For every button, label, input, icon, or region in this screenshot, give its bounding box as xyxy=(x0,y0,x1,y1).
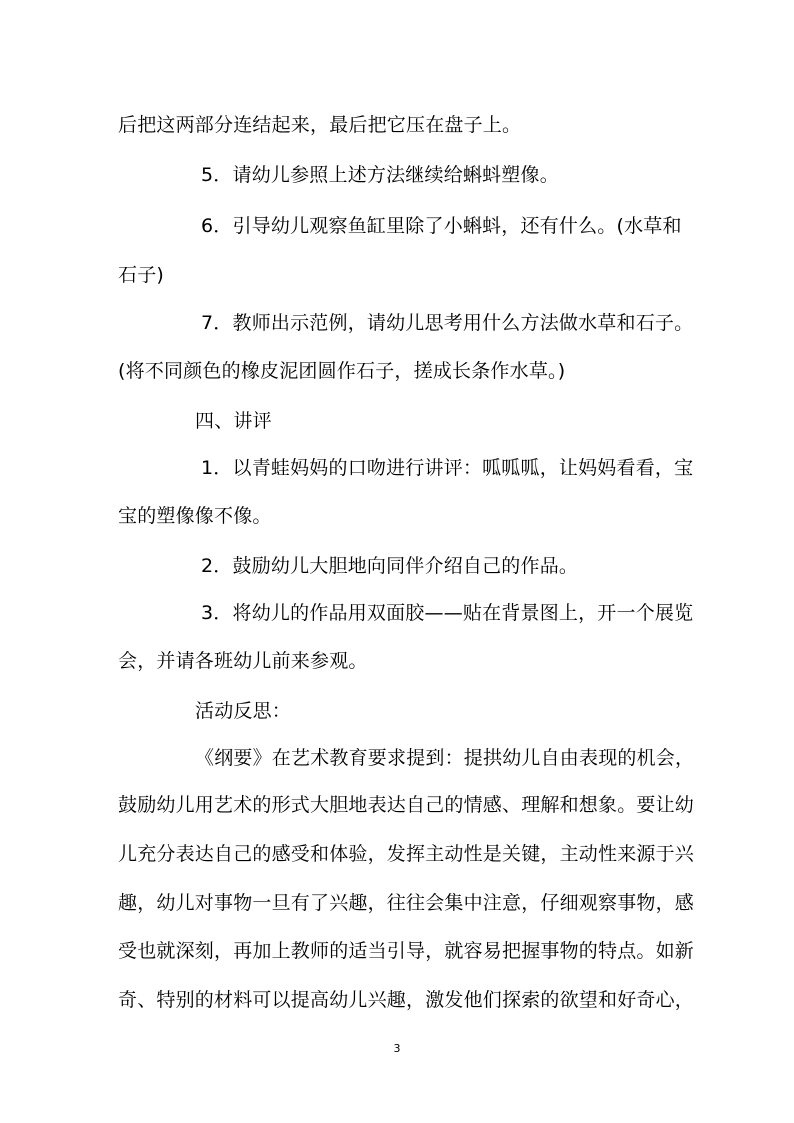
paragraph-line: 石子) xyxy=(118,264,165,286)
paragraph-line: 儿充分表达自己的感受和体验，发挥主动性是关键，主动性来源于兴 xyxy=(118,843,695,865)
paragraph-line: 奇、特别的材料可以提高幼儿兴趣，激发他们探索的欲望和好奇心， xyxy=(118,989,695,1011)
paragraph-line: 《纲要》在艺术教育要求提到：提拱幼儿自由表现的机会， xyxy=(195,747,695,769)
paragraph-line: (将不同颜色的橡皮泥团圆作石子，搓成长条作水草。) xyxy=(118,360,566,382)
paragraph-line: 6．引导幼儿观察鱼缸里除了小蝌蚪，还有什么。(水草和 xyxy=(201,215,682,237)
section-heading: 活动反思： xyxy=(195,700,292,722)
paragraph-line: 7．教师出示范例，请幼儿思考用什么方法做水草和石子。 xyxy=(201,312,694,334)
paragraph-line: 2．鼓励幼儿大胆地向同伴介绍自己的作品。 xyxy=(201,555,579,577)
paragraph-line: 5．请幼儿参照上述方法继续给蝌蚪塑像。 xyxy=(201,164,559,186)
paragraph-line: 趣，幼儿对事物一旦有了兴趣，往往会集中注意，仔细观察事物，感 xyxy=(118,892,695,914)
paragraph-line: 3．将幼儿的作品用双面胶——贴在背景图上，开一个展览 xyxy=(201,602,694,624)
section-heading: 四、讲评 xyxy=(195,410,272,432)
paragraph-line: 会，并请各班幼儿前来参观。 xyxy=(118,650,368,672)
page-number: 3 xyxy=(393,1042,401,1055)
paragraph-line: 宝的塑像像不像。 xyxy=(118,505,272,527)
paragraph-line: 后把这两部分连结起来，最后把它压在盘子上。 xyxy=(118,114,522,136)
paragraph-line: 1．以青蛙妈妈的口吻进行讲评：呱呱呱，让妈妈看看，宝 xyxy=(201,457,694,479)
paragraph-line: 鼓励幼儿用艺术的形式大胆地表达自己的情感、理解和想象。要让幼 xyxy=(118,794,695,816)
paragraph-line: 受也就深刻，再加上教师的适当引导，就容易把握事物的特点。如新 xyxy=(118,940,695,962)
